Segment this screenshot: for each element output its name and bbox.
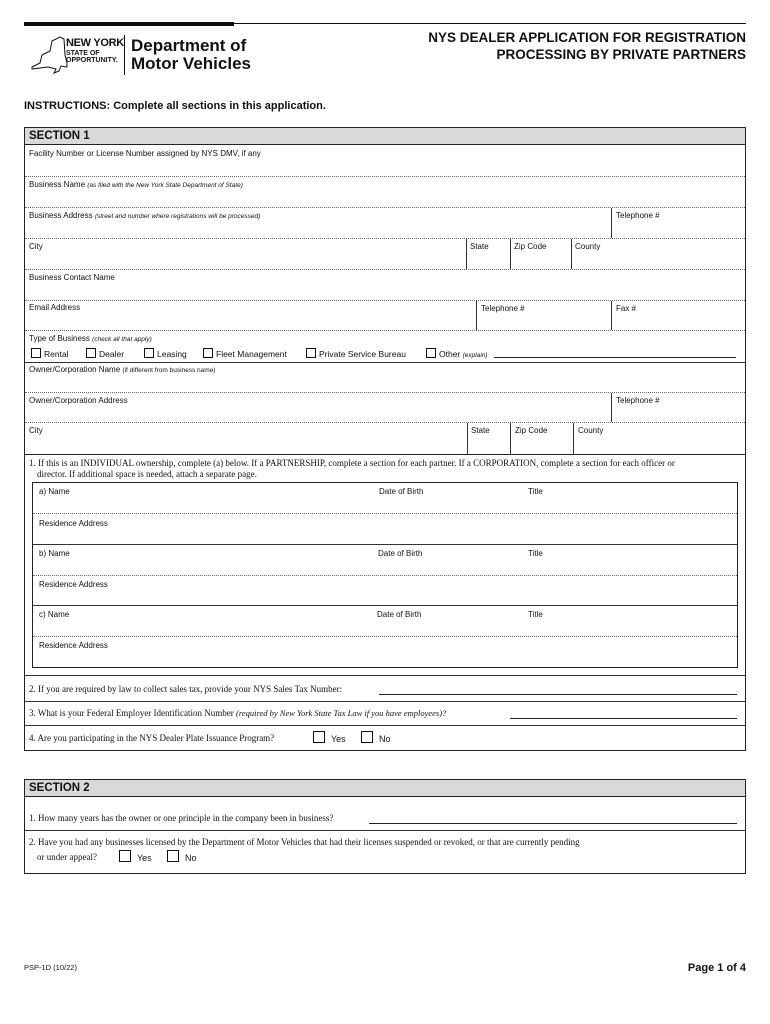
checkbox-icon[interactable] <box>86 348 96 358</box>
checkbox-icon[interactable] <box>306 348 316 358</box>
form-title <box>428 29 746 63</box>
logo-state-text: NEW YORK <box>66 37 124 49</box>
telephone-label: Telephone # <box>616 211 660 220</box>
telephone2-label: Telephone # <box>481 304 525 313</box>
row-divider <box>25 830 745 831</box>
option-dealer[interactable]: Dealer <box>86 348 124 359</box>
sales-tax-number-field[interactable] <box>379 694 737 695</box>
row-divider <box>25 701 745 702</box>
s2-q2-no-option[interactable]: No <box>167 850 197 863</box>
business-name-field[interactable] <box>25 177 745 207</box>
logo-divider <box>124 35 125 75</box>
contact-name-label: Business Contact Name <box>29 273 115 282</box>
form-title-line2: PROCESSING BY PRIVATE PARTNERS <box>496 47 746 62</box>
b-name-field[interactable] <box>33 545 737 575</box>
c-residence-field[interactable] <box>33 637 737 667</box>
page-number: Page 1 of 4 <box>687 962 746 974</box>
logo-dept-line2: Motor Vehicles <box>131 54 251 73</box>
option-private-service-bureau[interactable]: Private Service Bureau <box>306 348 406 359</box>
owner-state-field[interactable] <box>468 423 510 454</box>
telephone2-field[interactable] <box>477 301 611 330</box>
owner-zip-label: Zip Code <box>515 426 548 435</box>
form-id: PSP-1D (10/22) <box>24 963 77 972</box>
email-label: Email Address <box>29 303 81 312</box>
owner-county-label: County <box>578 426 604 435</box>
section1-box <box>24 127 746 455</box>
logo-tagline: STATE OF OPPORTUNITY. <box>66 50 118 64</box>
s2-q2-yes-option[interactable]: Yes <box>119 850 152 863</box>
s2-q2-line1: 2. Have you had any businesses licensed by the Department of Motor Vehicles that had their licenses suspended or revoked, or that are currently pending <box>29 837 580 847</box>
owner-name-field[interactable] <box>25 363 745 392</box>
contact-name-field[interactable] <box>25 270 745 300</box>
checkbox-icon[interactable] <box>144 348 154 358</box>
years-in-business-field[interactable] <box>369 823 737 824</box>
section1-questions-box <box>24 455 746 751</box>
state-label: State <box>470 242 489 251</box>
q1-text-line1: 1. If this is an INDIVIDUAL ownership, complete (a) below. If a PARTNERSHIP, complete a section for each partner. If a CORPORATION, complete a section for each officer or <box>29 458 675 468</box>
option-fleet-management[interactable]: Fleet Management <box>203 348 287 359</box>
q3-text: 3. What is your Federal Employer Identification Number (required by New York State Tax Law if you have employees)? <box>29 708 447 718</box>
a-name-field[interactable] <box>33 483 737 513</box>
other-explain-field[interactable] <box>494 357 736 358</box>
header-rule-bold <box>24 22 234 26</box>
section2-box <box>24 779 746 874</box>
section2-heading: SECTION 2 <box>25 780 745 797</box>
fax-label: Fax # <box>616 304 637 313</box>
city-label: City <box>29 242 43 251</box>
email-field[interactable] <box>25 301 476 330</box>
q4-no-option[interactable]: No <box>361 731 391 744</box>
dmv-logo <box>28 33 251 79</box>
logo-dept-line1: Department of <box>131 36 247 55</box>
type-label: Type of Business (check all that apply) <box>29 334 152 343</box>
form-title-line1: NYS DEALER APPLICATION FOR REGISTRATION <box>428 30 746 45</box>
q4-text: 4. Are you participating in the NYS Dealer Plate Issuance Program? <box>29 733 275 743</box>
row-divider <box>25 725 745 726</box>
q4-yes-option[interactable]: Yes <box>313 731 346 744</box>
owner-address-field[interactable] <box>25 393 611 422</box>
instructions: INSTRUCTIONS: Complete all sections in this application. <box>24 100 326 112</box>
zip-label: Zip Code <box>514 242 547 251</box>
business-name-label: Business Name (as filed with the New York State Department of State) <box>29 180 243 189</box>
owner-city-field[interactable] <box>25 423 467 454</box>
a-name-label: a) Name <box>39 487 70 496</box>
ny-state-map-icon <box>28 33 68 75</box>
checkbox-icon[interactable] <box>426 348 436 358</box>
business-telephone-field[interactable] <box>612 208 745 238</box>
owner-city-label: City <box>29 426 43 435</box>
owner-state-label: State <box>471 426 490 435</box>
b-title-label: Title <box>528 549 543 558</box>
owner-address-label: Owner/Corporation Address <box>29 396 128 405</box>
owner-telephone-field[interactable] <box>612 393 745 422</box>
c-dob-label: Date of Birth <box>377 610 422 619</box>
a-residence-field[interactable] <box>33 514 737 544</box>
b-dob-label: Date of Birth <box>378 549 423 558</box>
option-rental[interactable]: Rental <box>31 348 69 359</box>
a-dob-label: Date of Birth <box>379 487 424 496</box>
checkbox-icon[interactable] <box>119 850 131 862</box>
checkbox-icon[interactable] <box>203 348 213 358</box>
s2-q2-line2: or under appeal? <box>37 852 97 862</box>
c-name-label: c) Name <box>39 610 70 619</box>
county-label: County <box>575 242 601 251</box>
checkbox-icon[interactable] <box>313 731 325 743</box>
b-residence-field[interactable] <box>33 576 737 605</box>
county-field[interactable] <box>572 239 745 269</box>
header-rule-thin <box>234 23 746 24</box>
business-address-label: Business Address (street and number where registrations will be processed) <box>29 211 261 220</box>
owner-name-label: Owner/Corporation Name (if different from business name) <box>29 365 216 374</box>
a-residence-label: Residence Address <box>39 519 108 528</box>
b-name-label: b) Name <box>39 549 70 558</box>
state-field[interactable] <box>467 239 510 269</box>
option-other[interactable]: Other (explain) <box>426 348 488 359</box>
owner-telephone-label: Telephone # <box>616 396 660 405</box>
section1-heading: SECTION 1 <box>25 128 745 145</box>
owner-county-field[interactable] <box>574 423 745 454</box>
checkbox-icon[interactable] <box>31 348 41 358</box>
q2-text: 2. If you are required by law to collect sales tax, provide your NYS Sales Tax Number: <box>29 684 343 694</box>
zip-field[interactable] <box>511 239 571 269</box>
a-title-label: Title <box>528 487 543 496</box>
b-residence-label: Residence Address <box>39 580 108 589</box>
option-leasing[interactable]: Leasing <box>144 348 187 359</box>
row-divider <box>25 330 745 331</box>
c-name-field[interactable] <box>33 606 737 636</box>
principals-box <box>32 482 738 668</box>
facility-number-field[interactable] <box>25 146 745 176</box>
city-field[interactable] <box>25 239 466 269</box>
checkbox-icon[interactable] <box>361 731 373 743</box>
logo-department <box>131 37 251 73</box>
fax-field[interactable] <box>612 301 745 330</box>
q1-text-line2: director. If additional space is needed, attach a separate page. <box>37 469 257 479</box>
fein-field[interactable] <box>510 718 737 719</box>
s2-q1-text: 1. How many years has the owner or one principle in the company been in business? <box>29 813 334 823</box>
c-title-label: Title <box>528 610 543 619</box>
facility-label: Facility Number or License Number assigned by NYS DMV, if any <box>29 149 261 158</box>
checkbox-icon[interactable] <box>167 850 179 862</box>
row-divider <box>25 675 745 676</box>
c-residence-label: Residence Address <box>39 641 108 650</box>
business-address-field[interactable] <box>25 208 611 238</box>
owner-zip-field[interactable] <box>511 423 573 454</box>
